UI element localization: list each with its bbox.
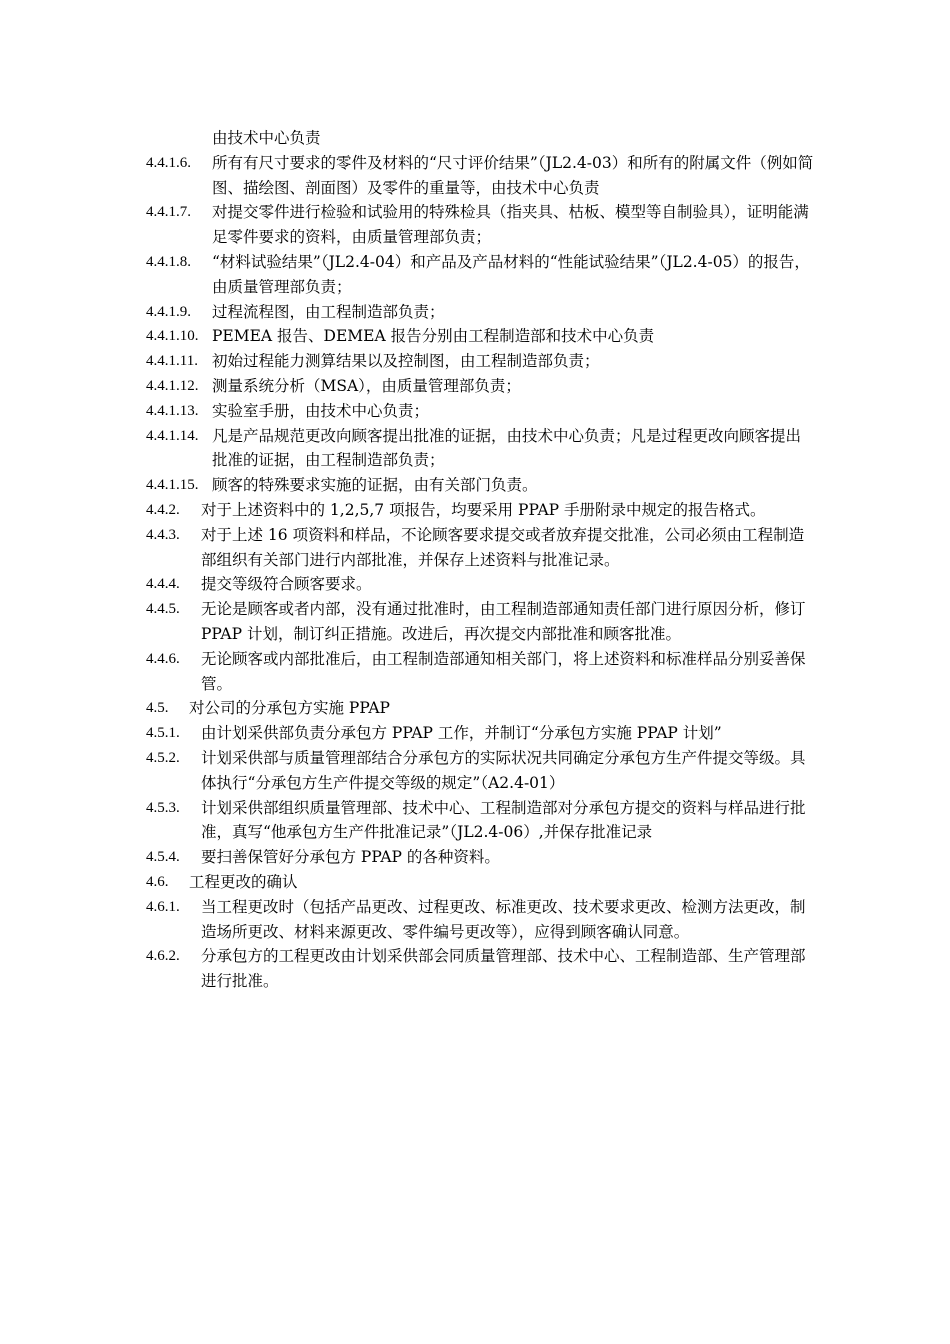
clause-number: 4.4.1.9. (146, 303, 191, 320)
clause-4-4-1-7 (146, 200, 816, 250)
clause-number: 4.5.1. (146, 725, 180, 742)
clause-text: 实验室手册，由技术中心负责； (212, 401, 430, 420)
clause-4-4-5 (146, 597, 816, 647)
clause-number: 4.4.1.15. (146, 477, 199, 494)
clause-number: 4.4.4. (146, 576, 180, 593)
clause-number: 4.4.1.10. (146, 328, 199, 345)
clause-text: 计划采供部与质量管理部结合分承包方的实际状况共同确定分承包方生产件提交等级。具体执行“分承包方生产件提交等级的规定”（A2.4-01） (201, 748, 806, 792)
clause-text: 无论是顾客或者内部，没有通过批准时，由工程制造部通知责任部门进行原因分析，修订 PPAP 计划，制订纠正措施。改进后，再次提交内部批准和顾客批准。 (201, 600, 806, 643)
clause-4-4-3 (146, 523, 816, 573)
clause-text: 提交等级符合顾客要求。 (201, 575, 372, 594)
clause-4-5-4 (146, 845, 816, 870)
clause-number: 4.5.2. (146, 749, 180, 766)
clause-4-5-2 (146, 746, 816, 796)
clause-text: 由计划采供部负责分承包方 PPAP 工作，并制订“分承包方实施 PPAP 计划” (201, 724, 722, 743)
clause-4-4-4 (146, 572, 816, 597)
clause-text: 当工程更改时（包括产品更改、过程更改、标准更改、技术要求更改、检测方法更改，制造场所更改、材料来源更改、零件编号更改等），应得到顾客确认同意。 (201, 897, 806, 941)
clause-text: 对于上述 16 项资料和样品，不论顾客要求提交或者放弃提交批准，公司必须由工程制造部组织有关部门进行内部批准，并保存上述资料与批准记录。 (201, 525, 805, 569)
section-number: 4.5. (146, 700, 169, 717)
clause-text: PEMEA 报告、DEMEA 报告分别由工程制造部和技术中心负责 (212, 327, 655, 346)
section-4-5 (146, 696, 816, 721)
clause-number: 4.6.2. (146, 948, 180, 965)
clause-4-4-1-10 (146, 324, 816, 349)
clause-number: 4.4.1.13. (146, 402, 199, 419)
clause-text: 凡是产品规范更改向顾客提出批准的证据，由技术中心负责；凡是过程更改向顾客提出批准的证据，由工程制造部负责； (212, 426, 802, 470)
section-heading: 对公司的分承包方实施 PPAP (189, 699, 390, 718)
clause-number: 4.4.5. (146, 601, 180, 618)
section-4-6 (146, 870, 816, 895)
clause-4-4-1-8 (146, 250, 816, 300)
clause-text: 无论顾客或内部批准后，由工程制造部通知相关部门，将上述资料和标准样品分别妥善保管。 (201, 649, 806, 693)
clause-text: “材料试验结果”（JL2.4-04）和产品及产品材料的“性能试验结果”（JL2.4-05）的报告，由质量管理部负责； (212, 252, 810, 296)
clause-4-4-1-9 (146, 300, 816, 325)
clause-4-4-1-15 (146, 473, 816, 498)
clause-text: 对提交零件进行检验和试验用的特殊检具（指夹具、枯板、模型等自制验具），证明能满足零件要求的资料，由质量管理部负责； (212, 203, 809, 247)
clause-4-4-2 (146, 498, 816, 523)
clause-text: 分承包方的工程更改由计划采供部会同质量管理部、技术中心、工程制造部、生产管理部进行批准。 (201, 947, 806, 991)
clause-text: 测量系统分析（MSA），由质量管理部负责； (212, 376, 521, 395)
clause-number: 4.4.1.8. (146, 253, 191, 270)
clause-number: 4.4.6. (146, 650, 180, 667)
document-body (146, 126, 816, 994)
clause-4-4-1-14 (146, 424, 816, 474)
clause-number: 4.4.1.11. (146, 353, 198, 370)
section-heading: 工程更改的确认 (189, 872, 298, 891)
clause-text: 计划采供部组织质量管理部、技术中心、工程制造部对分承包方提交的资料与样品进行批准，真写“他承包方生产件批准记录”（JL2.4-06）,并保存批准记录 (201, 798, 806, 842)
clause-4-5-1 (146, 721, 816, 746)
clause-text: 顾客的特殊要求实施的证据，由有关部门负责。 (212, 476, 538, 495)
clause-text: 对于上述资料中的 1,2,5,7 项报告，均要采用 PPAP 手册附录中规定的报告格式。 (201, 500, 766, 519)
clause-number: 4.4.1.12. (146, 377, 199, 394)
clause-number: 4.6.1. (146, 898, 180, 915)
clause-4-4-1-12 (146, 374, 816, 399)
clause-4-6-2 (146, 944, 816, 994)
clause-4-5-3 (146, 796, 816, 846)
clause-number: 4.4.1.6. (146, 154, 191, 171)
clause-number: 4.4.3. (146, 526, 180, 543)
clause-number: 4.5.3. (146, 799, 180, 816)
continuation-line (146, 126, 816, 151)
clause-number: 4.4.2. (146, 501, 180, 518)
clause-number: 4.4.1.7. (146, 204, 191, 221)
clause-4-6-1 (146, 895, 816, 945)
clause-number: 4.4.1.14. (146, 427, 199, 444)
clause-4-4-6 (146, 647, 816, 697)
clause-4-4-1-11 (146, 349, 816, 374)
clause-4-4-1-13 (146, 399, 816, 424)
clause-text: 所有有尺寸要求的零件及材料的“尺寸评价结果”（JL2.4-03）和所有的附属文件（例如简图、描绘图、剖面图）及零件的重量等，由技术中心负责 (212, 153, 814, 197)
clause-4-4-1-6 (146, 151, 816, 201)
clause-text: 初始过程能力测算结果以及控制图，由工程制造部负责； (212, 352, 600, 371)
section-number: 4.6. (146, 873, 169, 890)
clause-number: 4.5.4. (146, 849, 180, 866)
clause-text: 过程流程图，由工程制造部负责； (212, 302, 445, 321)
continuation-text: 由技术中心负责 (212, 129, 321, 147)
clause-text: 要扫善保管好分承包方 PPAP 的各种资料。 (201, 848, 500, 867)
